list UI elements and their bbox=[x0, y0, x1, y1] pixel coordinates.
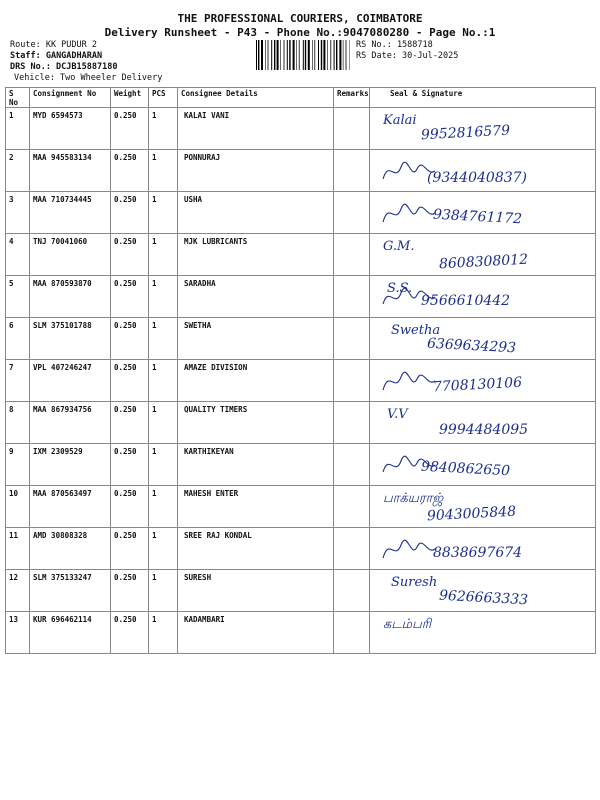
barcode-bar bbox=[289, 40, 290, 70]
cell-consignment: MAA 710734445 bbox=[30, 192, 111, 234]
column-header: PCS bbox=[149, 88, 178, 108]
cell-remarks bbox=[334, 360, 370, 402]
cell-consignee: KALAI VANI bbox=[178, 108, 334, 150]
table-row bbox=[6, 318, 596, 360]
handwritten-phone: 9384761172 bbox=[432, 206, 523, 228]
cell-signature bbox=[370, 570, 596, 612]
cell-weight: 0.250 bbox=[111, 486, 149, 528]
handwritten-phone: 9043005848 bbox=[426, 503, 517, 525]
cell-sno: 12 bbox=[6, 570, 30, 612]
table-row bbox=[6, 528, 596, 570]
cell-consignee: SURESH bbox=[178, 570, 334, 612]
staff-label bbox=[10, 51, 102, 61]
runsheet-table bbox=[5, 87, 596, 654]
cell-consignment: MAA 945583134 bbox=[30, 150, 111, 192]
handwritten-phone: 9952816579 bbox=[420, 122, 511, 144]
cell-pcs: 1 bbox=[149, 360, 178, 402]
runsheet-subtitle: Delivery Runsheet - P43 - Phone No.:9047080280 - Page No.:1 bbox=[104, 26, 496, 39]
cell-pcs: 1 bbox=[149, 234, 178, 276]
table-row bbox=[6, 444, 596, 486]
cell-pcs: 1 bbox=[149, 486, 178, 528]
column-header: Remarks bbox=[334, 88, 370, 108]
cell-weight: 0.250 bbox=[111, 234, 149, 276]
table-row bbox=[6, 402, 596, 444]
barcode-bar bbox=[277, 40, 279, 70]
cell-consignee: USHA bbox=[178, 192, 334, 234]
barcode-bar bbox=[256, 40, 257, 70]
cell-remarks bbox=[334, 402, 370, 444]
cell-weight: 0.250 bbox=[111, 612, 149, 654]
cell-consignment: VPL 407246247 bbox=[30, 360, 111, 402]
table-row bbox=[6, 276, 596, 318]
cell-weight: 0.250 bbox=[111, 570, 149, 612]
barcode-bar bbox=[284, 40, 285, 70]
handwritten-phone: 8608308012 bbox=[438, 251, 529, 273]
handwritten-phone: 9626663333 bbox=[438, 587, 529, 609]
cell-consignment: IXM 2309529 bbox=[30, 444, 111, 486]
company-title: THE PROFESSIONAL COURIERS, COIMBATORE bbox=[177, 12, 423, 25]
signature-stroke bbox=[383, 372, 435, 390]
cell-consignee: MAHESH ENTER bbox=[178, 486, 334, 528]
signature-scribble bbox=[379, 325, 439, 355]
signature-stroke bbox=[383, 288, 435, 304]
cell-signature bbox=[370, 108, 596, 150]
rs-number: RS No.: 1588718 bbox=[356, 40, 433, 50]
cell-sno: 11 bbox=[6, 528, 30, 570]
cell-consignment: MYD 6594573 bbox=[30, 108, 111, 150]
barcode-bar bbox=[327, 40, 328, 70]
table-row bbox=[6, 486, 596, 528]
cell-remarks bbox=[334, 192, 370, 234]
barcode-bar bbox=[318, 40, 319, 70]
cell-sno: 5 bbox=[6, 276, 30, 318]
barcode-bar bbox=[323, 40, 325, 70]
signature-scribble bbox=[379, 451, 439, 481]
handwritten-name: Kalai bbox=[383, 113, 417, 128]
signature-scribble bbox=[379, 199, 439, 229]
cell-remarks bbox=[334, 444, 370, 486]
cell-sno: 1 bbox=[6, 108, 30, 150]
cell-sno: 4 bbox=[6, 234, 30, 276]
cell-remarks bbox=[334, 276, 370, 318]
signature-scribble bbox=[379, 535, 439, 565]
signature-scribble bbox=[379, 493, 439, 523]
cell-pcs: 1 bbox=[149, 276, 178, 318]
signature-scribble bbox=[379, 577, 439, 607]
cell-signature bbox=[370, 318, 596, 360]
cell-remarks bbox=[334, 150, 370, 192]
barcode-bar bbox=[280, 40, 281, 70]
cell-remarks bbox=[334, 612, 370, 654]
cell-sno: 8 bbox=[6, 402, 30, 444]
table-body bbox=[6, 108, 596, 654]
handwritten-phone: 9994484095 bbox=[439, 422, 529, 438]
cell-weight: 0.250 bbox=[111, 108, 149, 150]
cell-sno: 6 bbox=[6, 318, 30, 360]
signature-stroke bbox=[383, 162, 435, 179]
cell-consignment: TNJ 70041060 bbox=[30, 234, 111, 276]
barcode-bar bbox=[265, 40, 266, 70]
handwritten-phone: (9344040837) bbox=[427, 170, 527, 186]
barcode-image bbox=[256, 40, 350, 70]
route-label: Route: KK PUDUR 2 bbox=[10, 40, 97, 50]
barcode-bar bbox=[343, 40, 344, 70]
cell-consignee: MJK LUBRICANTS bbox=[178, 234, 334, 276]
table-row bbox=[6, 108, 596, 150]
cell-weight: 0.250 bbox=[111, 402, 149, 444]
cell-signature bbox=[370, 612, 596, 654]
column-header: Consignment No bbox=[30, 88, 111, 108]
barcode-bar bbox=[268, 40, 269, 70]
barcode-bar bbox=[339, 40, 341, 70]
cell-signature bbox=[370, 402, 596, 444]
cell-consignee: QUALITY TIMERS bbox=[178, 402, 334, 444]
cell-consignee: KARTHIKEYAN bbox=[178, 444, 334, 486]
cell-signature bbox=[370, 486, 596, 528]
handwritten-name: V.V bbox=[387, 407, 408, 422]
signature-stroke bbox=[383, 540, 435, 558]
cell-remarks bbox=[334, 528, 370, 570]
cell-signature bbox=[370, 276, 596, 318]
handwritten-name: பாக்யராஜ் bbox=[383, 491, 444, 506]
signature-scribble bbox=[379, 157, 439, 187]
rs-date: RS Date: 30-Jul-2025 bbox=[356, 51, 459, 61]
barcode-bar bbox=[287, 40, 288, 70]
barcode-bar bbox=[274, 40, 275, 70]
handwritten-name: Swetha bbox=[391, 323, 441, 338]
cell-weight: 0.250 bbox=[111, 192, 149, 234]
table-row bbox=[6, 150, 596, 192]
cell-consignment: KUR 696462114 bbox=[30, 612, 111, 654]
barcode-bar bbox=[346, 40, 347, 70]
table-row bbox=[6, 234, 596, 276]
table-row bbox=[6, 570, 596, 612]
cell-weight: 0.250 bbox=[111, 276, 149, 318]
cell-signature bbox=[370, 360, 596, 402]
handwritten-phone: 9566610442 bbox=[421, 293, 511, 309]
cell-consignment: MAA 870563497 bbox=[30, 486, 111, 528]
barcode-bar bbox=[293, 40, 295, 70]
cell-pcs: 1 bbox=[149, 570, 178, 612]
cell-weight: 0.250 bbox=[111, 150, 149, 192]
barcode-bar bbox=[299, 40, 300, 70]
signature-scribble bbox=[379, 241, 439, 271]
cell-remarks bbox=[334, 570, 370, 612]
cell-signature bbox=[370, 444, 596, 486]
column-header: Consignee Details bbox=[178, 88, 334, 108]
cell-consignment: SLM 375133247 bbox=[30, 570, 111, 612]
table-header-row bbox=[6, 88, 596, 108]
cell-remarks bbox=[334, 108, 370, 150]
barcode-bar bbox=[305, 40, 306, 70]
cell-consignment: MAA 870593870 bbox=[30, 276, 111, 318]
signature-scribble bbox=[379, 283, 439, 313]
cell-weight: 0.250 bbox=[111, 360, 149, 402]
staff-prefix: Staff: bbox=[10, 51, 46, 61]
barcode-bar bbox=[296, 40, 297, 70]
barcode-bar bbox=[303, 40, 304, 70]
barcode-bar bbox=[334, 40, 335, 70]
table-row bbox=[6, 192, 596, 234]
cell-consignment: MAA 867934756 bbox=[30, 402, 111, 444]
handwritten-phone: 8838697674 bbox=[433, 545, 523, 561]
cell-remarks bbox=[334, 318, 370, 360]
barcode-bar bbox=[271, 40, 272, 70]
cell-consignee: SARADHA bbox=[178, 276, 334, 318]
signature-stroke bbox=[383, 456, 435, 472]
signature-scribble bbox=[379, 115, 439, 145]
table-row bbox=[6, 612, 596, 654]
cell-pcs: 1 bbox=[149, 444, 178, 486]
cell-pcs: 1 bbox=[149, 192, 178, 234]
cell-pcs: 1 bbox=[149, 612, 178, 654]
handwritten-phone: 6369634293 bbox=[426, 335, 517, 357]
barcode-bar bbox=[258, 40, 259, 70]
handwritten-name: கடம்பரி bbox=[383, 617, 432, 632]
cell-weight: 0.250 bbox=[111, 318, 149, 360]
cell-sno: 7 bbox=[6, 360, 30, 402]
drs-number: DRS No.: DCJB15887180 bbox=[10, 62, 118, 72]
cell-weight: 0.250 bbox=[111, 528, 149, 570]
signature-stroke bbox=[383, 204, 435, 222]
cell-consignee: AMAZE DIVISION bbox=[178, 360, 334, 402]
cell-sno: 3 bbox=[6, 192, 30, 234]
staff-name: GANGADHARAN bbox=[45, 51, 103, 61]
cell-sno: 10 bbox=[6, 486, 30, 528]
cell-consignee: SWETHA bbox=[178, 318, 334, 360]
cell-weight: 0.250 bbox=[111, 444, 149, 486]
cell-pcs: 1 bbox=[149, 528, 178, 570]
cell-pcs: 1 bbox=[149, 108, 178, 150]
cell-consignee: KADAMBARI bbox=[178, 612, 334, 654]
cell-pcs: 1 bbox=[149, 402, 178, 444]
barcode-bar bbox=[336, 40, 337, 70]
cell-signature bbox=[370, 150, 596, 192]
cell-pcs: 1 bbox=[149, 318, 178, 360]
cell-consignee: PONNURAJ bbox=[178, 150, 334, 192]
cell-pcs: 1 bbox=[149, 150, 178, 192]
barcode-bar bbox=[312, 40, 313, 70]
table-row bbox=[6, 360, 596, 402]
column-header: Seal & Signature bbox=[370, 88, 596, 108]
cell-remarks bbox=[334, 234, 370, 276]
barcode-bar bbox=[330, 40, 331, 70]
signature-scribble bbox=[379, 367, 439, 397]
handwritten-name: Suresh bbox=[391, 575, 438, 590]
handwritten-phone: 9840862650 bbox=[420, 458, 511, 480]
column-header: Weight bbox=[111, 88, 149, 108]
handwritten-phone: 7708130106 bbox=[432, 374, 523, 396]
handwritten-name: G.M. bbox=[383, 239, 415, 254]
vehicle-type: Vehicle: Two Wheeler Delivery bbox=[14, 73, 163, 83]
handwritten-name: S.S. bbox=[387, 281, 413, 296]
cell-consignment: SLM 375101788 bbox=[30, 318, 111, 360]
barcode-bar bbox=[314, 40, 315, 70]
signature-scribble bbox=[379, 409, 439, 439]
barcode-bar bbox=[308, 40, 310, 70]
barcode-bar bbox=[261, 40, 263, 70]
cell-signature bbox=[370, 234, 596, 276]
barcode-bar bbox=[321, 40, 322, 70]
cell-sno: 2 bbox=[6, 150, 30, 192]
cell-signature bbox=[370, 528, 596, 570]
cell-sno: 13 bbox=[6, 612, 30, 654]
column-header: S No bbox=[6, 88, 30, 108]
cell-consignment: AMD 30808328 bbox=[30, 528, 111, 570]
cell-sno: 9 bbox=[6, 444, 30, 486]
cell-remarks bbox=[334, 486, 370, 528]
cell-consignee: SREE RAJ KONDAL bbox=[178, 528, 334, 570]
signature-scribble bbox=[379, 619, 439, 649]
cell-signature bbox=[370, 192, 596, 234]
